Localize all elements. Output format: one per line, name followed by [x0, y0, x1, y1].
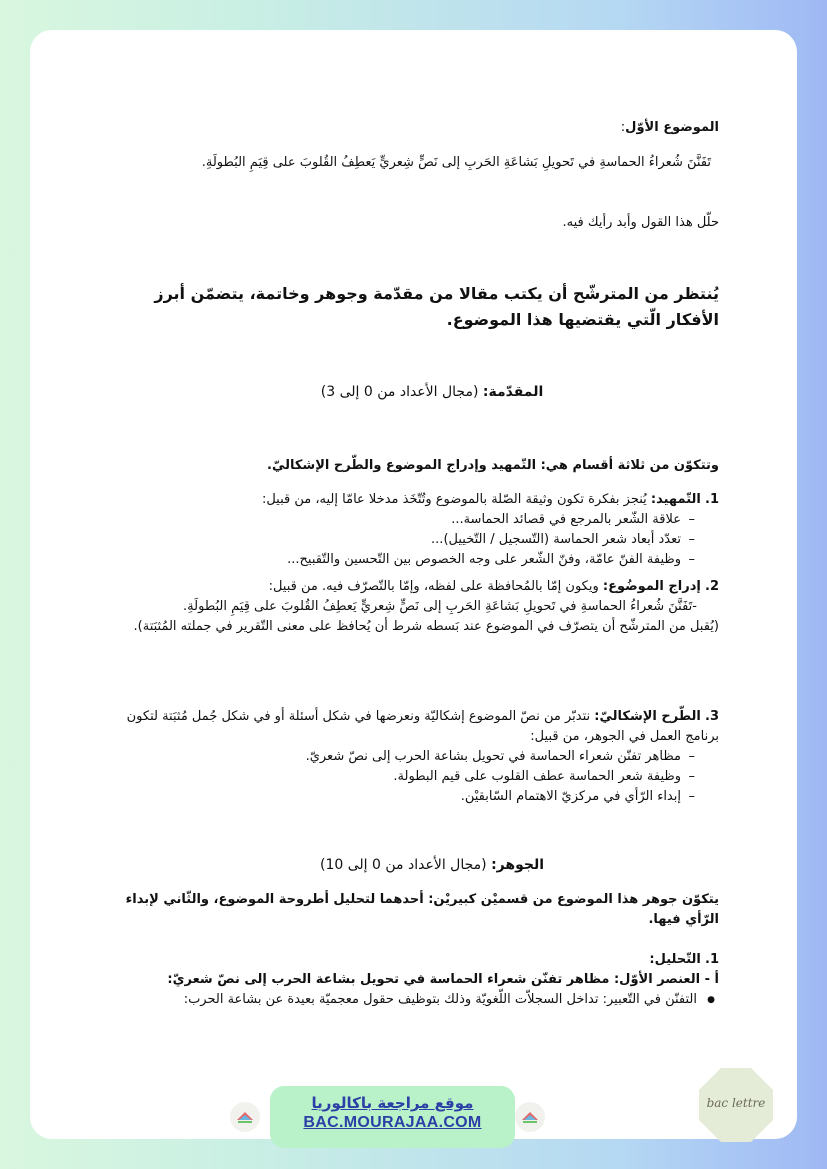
intro-item-3-dash-3: – إبداء الرّأي في مركزيّ الاهتمام السّابقيْن.: [119, 787, 719, 807]
intro-item-1-dash-1: – علاقة الشّعر بالمرجع في قصائد الحماسة...: [119, 510, 719, 530]
intro-item-3-title: الطّرح الإشكاليّ:: [594, 709, 701, 724]
intro-item-1-dash-3: – وظيفة الفنّ عامّة، وفنّ الشّعر على وجه الخصوص بين التّحسين والتّقبيح...: [119, 550, 719, 570]
bac-lettre-logo: [697, 1066, 775, 1144]
intro-item-1-number: 1.: [705, 492, 719, 507]
intro-item-1: [119, 490, 719, 570]
intro-item-3-dash-2: – وظيفة شعر الحماسة عطف القلوب على قيم البطولة.: [119, 767, 719, 787]
analysis-bullet-1: ● التفنّن في التّعبير: تداخل السجلاّت اللّغويّة وذلك بتوظيف حقول معجميّة بعيدة عن بشاعة الحرب:: [119, 990, 719, 1010]
footer-site-badge[interactable]: [270, 1086, 515, 1148]
body-heading: الجوهر:: [491, 857, 544, 873]
site-logo-icon-left: [230, 1102, 260, 1132]
bac-lettre-logo-text: bac lettre: [706, 1096, 766, 1110]
intro-heading: المقدّمة:: [482, 384, 544, 400]
intro-item-2: [119, 577, 719, 637]
document-content: [30, 30, 797, 1139]
intro-summary: وتتكوّن من ثلاثة أقسام هي: التّمهيد وإدراج الموضوع والطّرح الإشكاليّ.: [267, 458, 719, 473]
body-score: (مجال الأعداد من 0 إلى 10): [320, 857, 487, 873]
topic-instruction: حلّل هذا القول وأبد رأيك فيه.: [562, 215, 719, 230]
analysis-number: 1.: [705, 952, 719, 967]
intro-item-3: [119, 707, 719, 807]
site-logo-icon-right: [515, 1102, 545, 1132]
intro-item-1-dash-2: – تعدّد أبعاد شعر الحماسة (التّسجيل / التّخييل)...: [119, 530, 719, 550]
intro-item-3-dash-1: – مظاهر تفنّن شعراء الحماسة في تحويل بشاعة الحرب إلى نصّ شعريّ.: [119, 747, 719, 767]
intro-item-3-text: نتدبّر من نصّ الموضوع إشكاليّة ونعرضها في شكل أسئلة أو في شكل جُمل مُثبَتة لتكون برنامج العمل في الجوهر، من قبيل:: [126, 709, 719, 744]
topic-title-line: [119, 118, 719, 138]
body-summary: يتكوّن جوهر هذا الموضوع من قسميْن كبيريْن: أحدهما لتحليل أطروحة الموضوع، والثّاني لإبداء الرّأي فيها.: [125, 892, 719, 927]
intro-item-2-title: إدراج الموضُوع:: [602, 579, 701, 594]
intro-score: (مجال الأعداد من 0 إلى 3): [320, 384, 479, 400]
topic-quote: تَفَنَّنَ شُعراءُ الحماسةِ في تَحويلِ بَشاعَةِ الحَربِ إلى نَصٍّ شِعريٍّ يَعطِفُ القُلوبَ على قِيَمِ البُطولَةِ.: [201, 155, 711, 170]
expectation-statement: يُنتظر من المترشّح أن يكتب مقالا من مقدّمة وجوهر وخاتمة، يتضمّن أبرز الأفكار الّتي يقتضيها هذا الموضوع.: [154, 284, 719, 329]
analysis-section: [119, 950, 719, 1010]
topic-title-colon: :: [620, 120, 626, 135]
intro-item-2-number: 2.: [705, 579, 719, 594]
element-a-heading: أ - العنصر الأوّل: مظاهر تفنّن شعراء الحماسة في تحويل بشاعة الحرب إلى نصّ شعريّ:: [167, 972, 719, 987]
intro-heading-line: [207, 382, 657, 402]
analysis-title: التّحليل:: [649, 952, 701, 967]
intro-item-1-title: التّمهيد:: [650, 492, 701, 507]
footer-site-arabic-link[interactable]: موقع مراجعة باكالوريا: [311, 1094, 474, 1112]
topic-title: الموضوع الأوّل: [625, 120, 719, 135]
footer-site-url-link[interactable]: BAC.MOURAJAA.COM: [303, 1114, 482, 1131]
body-heading-line: [207, 855, 657, 875]
intro-item-2-quote: -تَفَنَّنَ شُعراءُ الحماسةِ في تَحويلِ بَشاعَةِ الحَربِ إلى نَصٍّ شِعريٍّ يَعطِفُ القُلوبَ على قِيَمِ البُطولَةِ.: [183, 599, 697, 614]
intro-item-2-note: (يُقبل من المترشّح أن يتصرّف في الموضوع عند بَسطه شرط أن يُحافظ على معنى التّقرير في جملته المُثبَتة).: [133, 619, 719, 634]
intro-item-3-number: 3.: [705, 709, 719, 724]
intro-item-2-text: ويكون إمّا بالمُحافظة على لفظه، وإمّا بالتّصرّف فيه. من قبيل:: [268, 579, 599, 594]
document-page: [30, 30, 797, 1139]
intro-item-1-text: يُنجز بفكرة تكون وثيقة الصّلة بالموضوع وتُتّخَذ مدخلا عامّا إليه، من قبيل:: [261, 492, 647, 507]
